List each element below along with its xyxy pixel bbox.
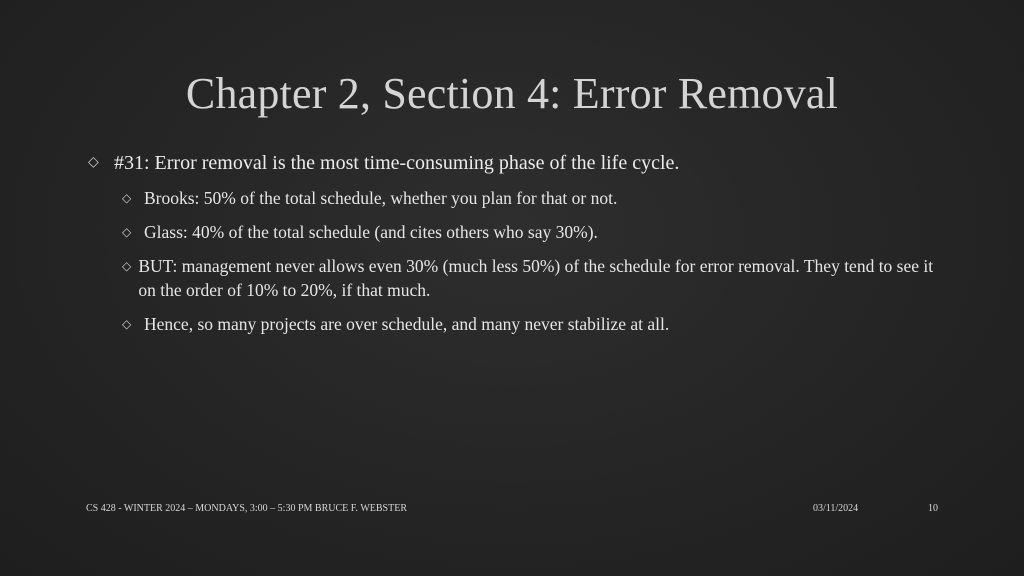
sub-bullet (122, 186, 948, 210)
sub-bullet-text: Brooks: 50% of the total schedule, whether you plan for that or not. (144, 188, 618, 208)
slide-title: Chapter 2, Section 4: Error Removal (185, 69, 839, 118)
diamond-bullet-icon: ◇ (122, 225, 132, 239)
sub-bullet-text: Glass: 40% of the total schedule (and cites others who say 30%). (144, 222, 598, 242)
sub-bullet (122, 312, 948, 336)
slide-number: 10 (928, 503, 938, 514)
diamond-bullet-icon: ◇ (122, 191, 132, 205)
main-bullet (88, 150, 948, 176)
footer-date: 03/11/2024 (813, 503, 859, 514)
main-bullet-text: #31: Error removal is the most time-consuming phase of the life cycle. (114, 152, 680, 174)
diamond-bullet-icon: ◇ (122, 317, 132, 331)
diamond-bullet-icon: ◇ (88, 155, 99, 170)
footer-course-info: CS 428 - WINTER 2024 – MONDAYS, 3:00 – 5:30 PM BRUCE F. WEBSTER (86, 503, 407, 514)
bullet-list (88, 150, 948, 346)
diamond-bullet-icon: ◇ (122, 259, 132, 273)
sub-bullet-text: Hence, so many projects are over schedule, and many never stabilize at all. (144, 314, 670, 334)
sub-bullet (122, 254, 948, 302)
sub-bullet-text: BUT: management never allows even 30% (much less 50%) of the schedule for error removal. They tend to see it on the order of 10% to 20%, if that much. (138, 256, 934, 300)
sub-bullet (122, 220, 948, 244)
